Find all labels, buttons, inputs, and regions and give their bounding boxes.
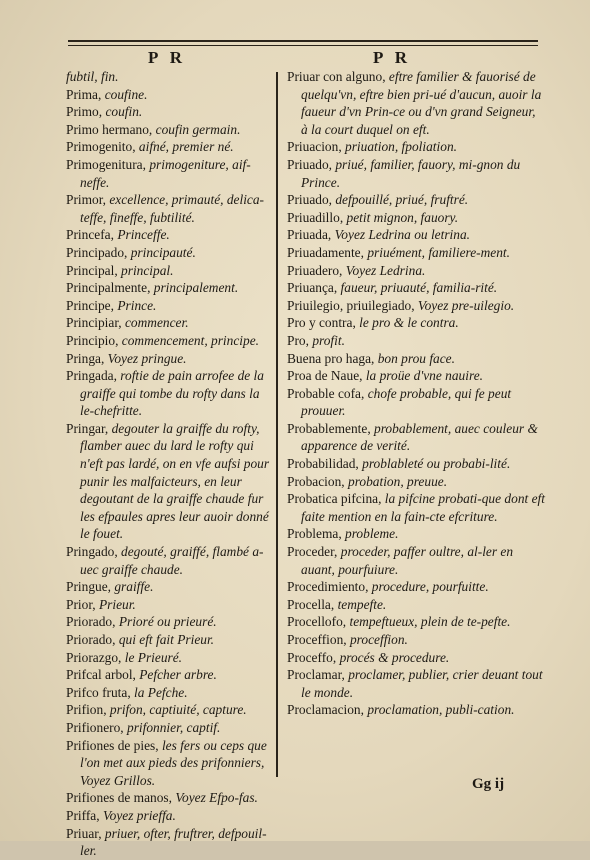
translation: priué, familier, fauory, mi-gnon du Prince.: [301, 156, 521, 190]
headword: Proclamar,: [287, 667, 349, 683]
headword: Proceffo,: [287, 649, 340, 665]
headword: Probabilidad,: [287, 456, 363, 472]
dictionary-entry: [287, 649, 545, 667]
translation: problableté ou probabi-lité.: [362, 456, 511, 472]
translation: probablement, auec couleur & apparence de verité.: [301, 420, 538, 454]
dictionary-entry: [287, 631, 545, 649]
translation: priuation, fpoliation.: [345, 139, 457, 155]
headword: Priuar,: [66, 825, 105, 841]
headword: Prima,: [66, 86, 105, 102]
translation: petit mignon, fauory.: [346, 209, 459, 225]
headword: Probablemente,: [287, 420, 375, 436]
dictionary-entry: [66, 789, 271, 807]
dictionary-entry: [287, 350, 545, 368]
translation: profit.: [312, 332, 345, 348]
translation: coufine.: [104, 86, 148, 102]
dictionary-entry: [66, 596, 271, 614]
headword: Proceffion,: [287, 632, 350, 647]
translation: tempeftueux, plein de te-pefte.: [349, 614, 511, 630]
dictionary-entry: [66, 701, 271, 719]
headword: Priuadillo,: [287, 209, 347, 225]
dictionary-entry: [66, 737, 271, 790]
headword: Priorado,: [66, 614, 119, 630]
headword: Problema,: [287, 526, 346, 542]
translation: la Pefche.: [134, 684, 188, 700]
translation: roftie de pain arrofee de la graiffe qui tombe du rofty dans la le-chefritte.: [80, 368, 264, 419]
headword: Procedimiento,: [287, 579, 372, 595]
headword: Priffa,: [66, 807, 103, 823]
headword: Proceder,: [287, 544, 341, 560]
dictionary-entry: [287, 314, 545, 332]
dictionary-entry: [287, 297, 545, 315]
headword: Priorado,: [66, 632, 119, 647]
headword: Buena pro haga,: [287, 350, 378, 366]
translation: Prince.: [117, 297, 157, 313]
dictionary-entry: [287, 209, 545, 227]
translation: degouté, graiffé, flambé a-uec graiffe chaude.: [80, 544, 264, 577]
dictionary-entry: [287, 244, 545, 262]
headword: Pringa,: [66, 350, 108, 366]
dictionary-entry: [287, 385, 545, 420]
dictionary-entry: [287, 525, 545, 543]
translation: principalement.: [153, 280, 239, 296]
headword: Principiar,: [66, 315, 125, 331]
running-head-left: P R: [148, 48, 186, 67]
dictionary-entry: [287, 226, 545, 244]
dictionary-entry: [287, 578, 545, 596]
column-divider: [276, 72, 278, 777]
translation: probation, preuue.: [348, 473, 448, 489]
headword: Princefa,: [66, 227, 118, 243]
dictionary-entry: [66, 297, 271, 315]
headword: Principal,: [66, 262, 122, 278]
translation: commencer.: [124, 315, 189, 331]
dictionary-entry: [287, 156, 545, 191]
dictionary-entry: [66, 350, 271, 368]
headword: Probacion,: [287, 473, 348, 489]
translation: le pro & le contra.: [359, 315, 459, 331]
dictionary-entry: [66, 666, 271, 684]
dictionary-entry: [66, 631, 271, 649]
dictionary-entry: [66, 332, 271, 350]
translation: Voyez pringue.: [107, 350, 187, 366]
translation: principal.: [121, 262, 174, 278]
translation: faueur, priuauté, familia-rité.: [340, 280, 498, 296]
translation: Voyez Ledrina ou letrina.: [334, 227, 470, 243]
translation: priuer, ofter, fruftrer, defpouil-ler.: [80, 825, 267, 859]
headword: Pro y contra,: [287, 315, 360, 331]
translation: procés & procedure.: [339, 649, 450, 665]
translation: le Prieuré.: [124, 649, 183, 665]
translation: prifonnier, captif.: [127, 719, 221, 735]
header-rule: [68, 40, 538, 42]
headword: Prifion,: [66, 702, 110, 718]
headword: Priuilegio, priuilegiado,: [287, 297, 418, 313]
dictionary-entry: [66, 825, 271, 860]
headword: Primogenitura,: [66, 156, 150, 172]
translation: les fers ou ceps que l'on met aux pieds des prifonniers, Voyez Grillos.: [80, 737, 267, 788]
headword: Priuado,: [287, 156, 336, 172]
headword: Priuadamente,: [287, 244, 368, 260]
headword: Prior,: [66, 596, 99, 612]
dictionary-entry: [66, 244, 271, 262]
dictionary-entry: [66, 543, 271, 578]
translation: Pefcher arbre.: [139, 667, 217, 683]
dictionary-entry: [66, 613, 271, 631]
headword: Prifco fruta,: [66, 684, 135, 700]
translation: primogeniture, aif-neffe.: [80, 156, 251, 190]
dictionary-entry: [287, 473, 545, 491]
translation: la proüe d'vne nauire.: [365, 368, 483, 384]
dictionary-entry: [66, 367, 271, 420]
dictionary-entry: [287, 490, 545, 525]
translation: Voyez Ledrina.: [345, 262, 426, 278]
dictionary-entry: [66, 279, 271, 297]
right-column: [287, 68, 545, 719]
dictionary-entry: [287, 279, 545, 297]
dictionary-entry: [287, 701, 545, 719]
headword: Primogenito,: [66, 139, 139, 155]
translation: Voyez pre-uilegio.: [417, 297, 515, 313]
dictionary-entry: [66, 226, 271, 244]
translation: coufin.: [105, 104, 143, 120]
translation: fubtil, fin.: [66, 69, 119, 84]
running-head-right: P R: [373, 48, 411, 67]
headword: Procellofo,: [287, 614, 350, 630]
dictionary-entry: [66, 807, 271, 825]
translation: graiffe.: [114, 579, 154, 595]
dictionary-entry: [66, 578, 271, 596]
dictionary-entry: [66, 156, 271, 191]
translation: aifné, premier né.: [138, 139, 234, 155]
dictionary-entry: [287, 420, 545, 455]
dictionary-entry: [66, 191, 271, 226]
headword: Principio,: [66, 332, 122, 348]
dictionary-entry: [287, 543, 545, 578]
headword: Pringado,: [66, 544, 122, 560]
left-column: [66, 68, 271, 860]
headword: Prifionero,: [66, 719, 127, 735]
headword: Probable cofa,: [287, 385, 368, 401]
translation: proclamation, publi-cation.: [367, 702, 515, 718]
translation: priuément, familiere-ment.: [367, 244, 511, 260]
headword: Primo,: [66, 104, 106, 120]
dictionary-entry: [287, 332, 545, 350]
translation: bon prou face.: [377, 350, 455, 366]
translation: chofe probable, qui fe peut prouuer.: [301, 385, 512, 419]
dictionary-entry: [287, 596, 545, 614]
dictionary-entry: [287, 666, 545, 701]
translation: Voyez prieffa.: [102, 807, 176, 823]
headword: Procella,: [287, 596, 338, 612]
dictionary-entry: [287, 613, 545, 631]
dictionary-entry: [287, 138, 545, 156]
dictionary-entry: [66, 103, 271, 121]
headword: Primo hermano,: [66, 121, 156, 137]
translation: tempefte.: [337, 596, 387, 612]
translation: Prioré ou prieuré.: [118, 614, 217, 630]
headword: Priuacion,: [287, 139, 346, 155]
translation: coufin germain.: [155, 121, 241, 137]
headword: Priuado,: [287, 192, 336, 208]
dictionary-entry: [287, 68, 545, 138]
translation: excellence, primauté, delica-teffe, fineffe, fubtilité.: [80, 192, 265, 225]
translation: commencement, principe.: [121, 332, 259, 348]
headword: Priuadero,: [287, 262, 346, 278]
translation: Princeffe.: [117, 227, 170, 243]
headword: Pringada,: [66, 368, 121, 384]
translation: proceder, paffer oultre, al-ler en auant, pourfuiure.: [301, 544, 514, 577]
dictionary-entry: [287, 367, 545, 385]
dictionary-entry: [66, 86, 271, 104]
translation: la pifcine probati-que dont eft faite mention en la fain-cte efcriture.: [301, 491, 545, 524]
headword: Priuança,: [287, 280, 341, 296]
headword: Pringar,: [66, 420, 112, 436]
headword: Priorazgo,: [66, 649, 125, 665]
translation: proceffion.: [349, 632, 408, 647]
translation: principauté.: [130, 244, 196, 260]
headword: Pringue,: [66, 579, 115, 595]
dictionary-entry: [287, 262, 545, 280]
dictionary-entry: [287, 455, 545, 473]
dictionary-entry: [66, 138, 271, 156]
headword: Prifiones de pies,: [66, 737, 162, 753]
headword: Principado,: [66, 244, 131, 260]
translation: prifon, captiuité, capture.: [109, 702, 247, 718]
dictionary-entry: [66, 420, 271, 543]
header-rule-thin: [68, 45, 538, 46]
headword: Prifiones de manos,: [66, 790, 176, 806]
dictionary-entry: [66, 719, 271, 737]
translation: procedure, pourfuitte.: [371, 579, 489, 595]
headword: Priuar con alguno,: [287, 69, 389, 84]
headword: Principalmente,: [66, 280, 154, 296]
dictionary-entry: [66, 649, 271, 667]
dictionary-entry: [66, 314, 271, 332]
headword: Probatica pifcina,: [287, 491, 385, 507]
headword: Pro,: [287, 332, 313, 348]
dictionary-entry: [66, 121, 271, 139]
dictionary-entry: [66, 262, 271, 280]
dictionary-entry: [287, 191, 545, 209]
translation: eftre familier & fauorisé de quelqu'vn, eftre bien pri-ué d'aucun, auoir la faueur d'vn Prin-ce ou d'vn grand Seigneur, à la court duquel on eft.: [301, 69, 542, 137]
headword: Proa de Naue,: [287, 368, 366, 384]
headword: Priuada,: [287, 227, 335, 243]
dictionary-entry: [66, 684, 271, 702]
headword: Principe,: [66, 297, 118, 313]
translation: defpouillé, priué, fruftré.: [335, 192, 469, 208]
dictionary-entry: [66, 68, 271, 86]
headword: Prifcal arbol,: [66, 667, 140, 683]
catchword: Gg ij: [472, 776, 505, 792]
translation: proclamer, publier, crier deuant tout le monde.: [301, 667, 543, 700]
headword: Primor,: [66, 192, 110, 208]
translation: Voyez Efpo-fas.: [175, 790, 258, 806]
headword: Proclamacion,: [287, 702, 368, 718]
translation: probleme.: [345, 526, 399, 542]
translation: qui eft fait Prieur.: [118, 632, 215, 647]
translation: Prieur.: [98, 596, 136, 612]
translation: degouter la graiffe du rofty, flamber auec du lard le rofty qui n'eft pas lardé, on en vfe aufsi pour punir les malfaicteurs, en leur degoutant de la graiffe chaude fur les efpaules apres leur auoir donné le fouet.: [80, 420, 270, 542]
